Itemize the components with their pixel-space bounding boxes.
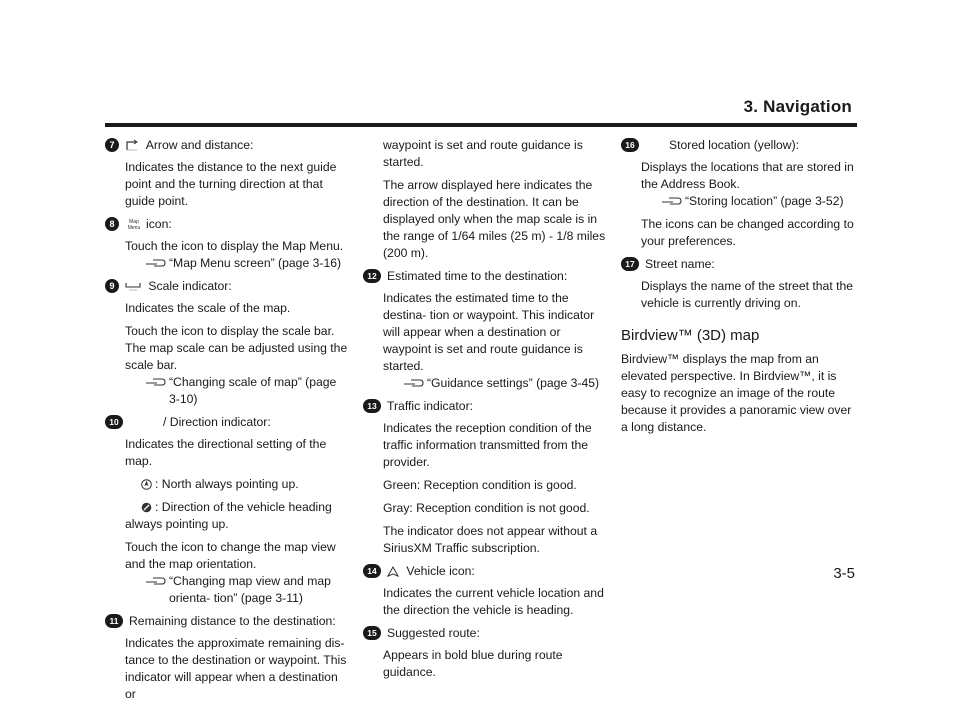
item-16-desc2: The icons can be changed according to your preferences.	[641, 217, 854, 248]
item-15	[363, 625, 608, 642]
item-13	[363, 398, 608, 415]
item-9-label: Scale indicator:	[148, 279, 232, 293]
reference-hand-icon	[403, 376, 425, 390]
item-13-desc: Indicates the reception condition of the traffic information transmitted from the provider.	[383, 421, 592, 469]
item-13-label: Traffic indicator:	[387, 399, 474, 413]
item-12-ref: “Guidance settings” (page 3-45)	[403, 375, 608, 392]
item-15-desc: Appears in bold blue during route guidance.	[383, 648, 563, 679]
item-15-label: Suggested route:	[387, 626, 480, 640]
reference-hand-icon	[145, 375, 167, 389]
item-marker-7: 7	[105, 138, 119, 152]
item-14-desc: Indicates the current vehicle location and the direction the vehicle is heading.	[383, 586, 604, 617]
item-marker-15: 15	[363, 626, 381, 640]
header-rule	[105, 123, 857, 127]
section-body-birdview: Birdview™ displays the map from an elevated perspective. In Birdview™, it is easy to recognize an image of the route because it provides a panoramic view over a long distance.	[621, 352, 852, 434]
column-2	[363, 137, 608, 687]
item-11-desc-continued-2: The arrow displayed here indicates the direction of the destination. It can be displayed only when the map scale is in the range of 1/64 miles (25 m) - 1/8 miles (200 m).	[383, 178, 606, 260]
item-9-desc2: Touch the icon to display the scale bar. The map scale can be adjusted using the scale bar.	[125, 324, 348, 372]
heading-up-icon	[141, 502, 152, 513]
item-7-label: Arrow and distance:	[145, 138, 254, 152]
item-10-ref: “Changing map view and map orienta- tion” (page 3-11)	[145, 573, 350, 607]
item-11-desc-continued: waypoint is set and route guidance is started.	[383, 138, 583, 169]
item-8-desc: Touch the icon to display the Map Menu.	[125, 239, 344, 253]
page-header-title: 3. Navigation	[743, 97, 852, 116]
item-marker-14: 14	[363, 564, 381, 578]
item-11-label: Remaining distance to the destination:	[129, 614, 336, 628]
item-7-desc: Indicates the distance to the next guide point and the turning direction at that guide point.	[125, 160, 337, 208]
item-16	[621, 137, 857, 154]
item-10	[105, 414, 350, 431]
item-marker-13: 13	[363, 399, 381, 413]
turn-arrow-icon	[125, 139, 139, 151]
item-marker-8: 8	[105, 217, 119, 231]
item-8-label: icon:	[146, 217, 172, 231]
item-8-ref: “Map Menu screen” (page 3-16)	[145, 255, 350, 272]
item-10-desc2: Touch the icon to change the map view and the map orientation.	[125, 540, 336, 571]
vehicle-icon	[387, 566, 399, 577]
item-17-desc: Displays the name of the street that the vehicle is currently driving on.	[641, 279, 854, 310]
item-8	[105, 216, 350, 233]
item-12-desc: Indicates the estimated time to the destina- tion or waypoint. This indicator will appear when a destination or waypoint is set and route guidance is started.	[383, 291, 595, 373]
column-3	[621, 137, 857, 442]
item-13-green: Green: Reception condition is good.	[383, 478, 577, 492]
item-marker-11: 11	[105, 614, 123, 628]
map-menu-icon: Map Menu	[127, 219, 141, 231]
item-9-ref: “Changing scale of map” (page 3-10)	[145, 374, 350, 408]
item-16-label: Stored location (yellow):	[669, 138, 800, 152]
item-10-label: / Direction indicator:	[163, 415, 271, 429]
item-17-label: Street name:	[645, 257, 715, 271]
item-10-north: : North always pointing up.	[141, 476, 350, 493]
reference-hand-icon	[145, 256, 167, 270]
item-17	[621, 256, 857, 273]
item-7	[105, 137, 350, 154]
item-14	[363, 563, 608, 580]
item-marker-16: 16	[621, 138, 639, 152]
item-marker-17: 17	[621, 257, 639, 271]
reference-hand-icon	[145, 574, 167, 588]
section-title-birdview: Birdview™ (3D) map	[621, 327, 760, 344]
item-14-label: Vehicle icon:	[406, 564, 475, 578]
item-11	[105, 613, 350, 630]
item-9	[105, 278, 350, 295]
item-10-heading: : Direction of the vehicle heading always pointing up.	[125, 500, 332, 531]
item-10-desc: Indicates the directional setting of the map.	[125, 437, 327, 468]
item-16-desc: Displays the locations that are stored in the Address Book.	[641, 160, 854, 191]
item-11-desc: Indicates the approximate remaining dis- tance to the destination or waypoint. This indicator will appear when a destination or	[125, 636, 347, 701]
scale-bar-icon	[125, 280, 141, 292]
item-12-label: Estimated time to the destination:	[387, 269, 568, 283]
item-marker-9: 9	[105, 279, 119, 293]
item-12	[363, 268, 608, 285]
item-9-desc1: Indicates the scale of the map.	[125, 301, 291, 315]
item-13-gray: Gray: Reception condition is not good.	[383, 501, 590, 515]
item-13-note: The indicator does not appear without a SiriusXM Traffic subscription.	[383, 524, 598, 555]
page-number: 3-5	[833, 565, 855, 582]
reference-hand-icon	[661, 194, 683, 208]
north-up-icon	[141, 479, 152, 490]
item-marker-10: 10	[105, 415, 123, 429]
item-marker-12: 12	[363, 269, 381, 283]
item-16-ref: “Storing location” (page 3-52)	[661, 193, 857, 210]
column-1	[105, 137, 350, 709]
